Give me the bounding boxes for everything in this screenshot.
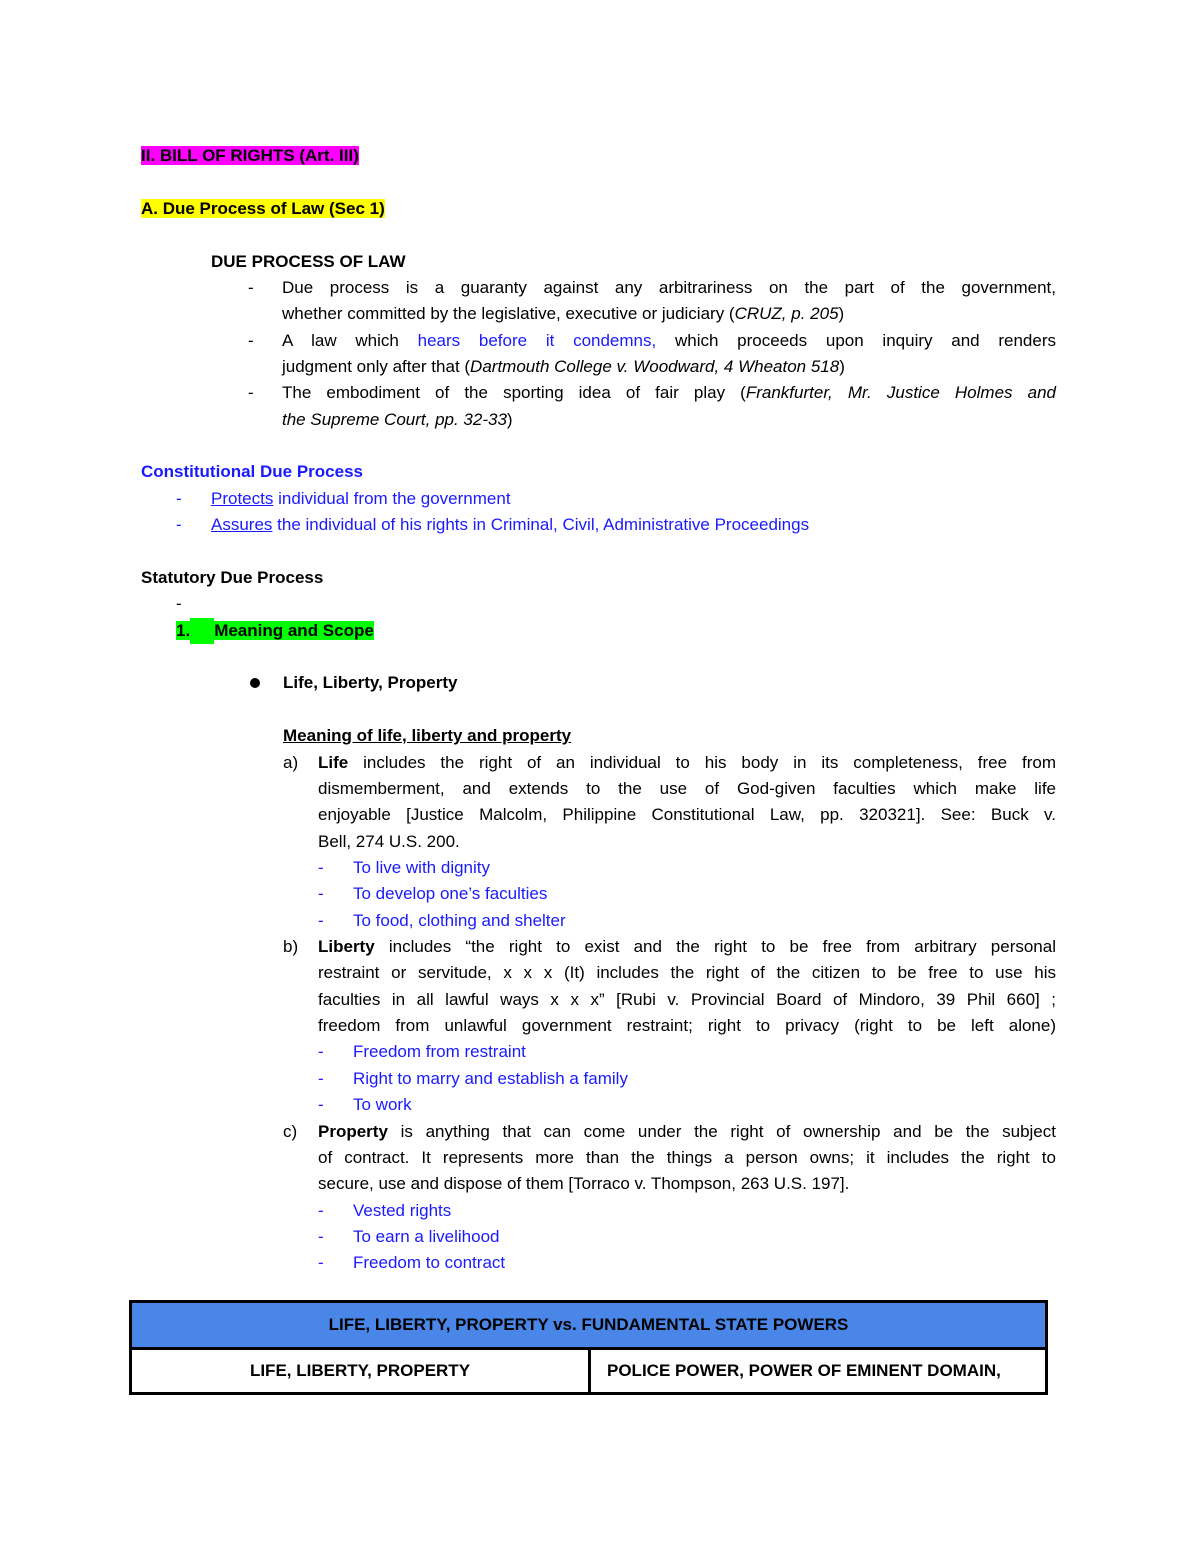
table-cell-state-powers: POLICE POWER, POWER OF EMINENT DOMAIN, — [590, 1349, 1047, 1394]
property-line2: of contract. It represents more than the things a person owns; it includes the right to — [318, 1148, 1056, 1167]
list-dash: - — [176, 489, 182, 508]
heading-bill-of-rights: II. BILL OF RIGHTS (Art. III) — [141, 146, 359, 165]
list-marker-c: c) — [283, 1122, 298, 1141]
liberty-line2: restraint or servitude, x x x (It) includes the right of the citizen to be free to use his — [318, 963, 1056, 982]
bullet-life-liberty-property: Life, Liberty, Property — [283, 673, 458, 692]
life-sub-3: To food, clothing and shelter — [353, 911, 566, 930]
list-dash: - — [176, 515, 182, 534]
sub-dash: - — [318, 911, 324, 930]
dpl-item2-line1: A law which hears before it condemns, which proceeds upon inquiry and renders — [282, 331, 1056, 350]
list-dash: - — [248, 383, 254, 402]
life-line1: Life includes the right of an individual to his body in its completeness, free from — [318, 753, 1056, 772]
liberty-line1: Liberty includes “the right to exist and the right to be free from arbitrary personal — [318, 937, 1056, 956]
life-sub-1: To live with dignity — [353, 858, 491, 877]
heading-due-process: A. Due Process of Law (Sec 1) — [141, 199, 385, 218]
comparison-table — [129, 1300, 1048, 1395]
list-marker-a: a) — [283, 753, 299, 772]
sub-dash: - — [318, 1201, 324, 1220]
life-line4: Bell, 274 U.S. 200. — [318, 832, 460, 851]
constitutional-item2: Assures the individual of his rights in Criminal, Civil, Administrative Proceedings — [211, 515, 810, 534]
sub-dash: - — [318, 1253, 324, 1272]
liberty-sub-3: To work — [353, 1095, 412, 1114]
sub-dash: - — [318, 884, 324, 903]
list-marker-b: b) — [283, 937, 299, 956]
dpl-item3-line1: The embodiment of the sporting idea of fair play (Frankfurter, Mr. Justice Holmes and — [282, 383, 1056, 402]
table-cell-life-liberty-property: LIFE, LIBERTY, PROPERTY — [131, 1349, 590, 1394]
section-title-due-process-of-law: DUE PROCESS OF LAW — [211, 252, 406, 271]
sub-dash: - — [318, 1069, 324, 1088]
sub-dash: - — [318, 1227, 324, 1246]
subheading-meaning: Meaning of life, liberty and property — [283, 726, 572, 745]
list-dash: - — [248, 331, 254, 350]
property-line1: Property is anything that can come under the right of ownership and be the subject — [318, 1122, 1056, 1141]
dpl-item1-line1: Due process is a guaranty against any arbitrariness on the part of the government, — [282, 278, 1056, 297]
property-sub-2: To earn a livelihood — [353, 1227, 500, 1246]
liberty-line3: faculties in all lawful ways x x x” [Rubi v. Provincial Board of Mindoro, 39 Phil 660] ; — [318, 990, 1056, 1009]
liberty-line4: freedom from unlawful government restraint; right to privacy (right to be left alone) — [318, 1016, 1056, 1035]
bullet-icon — [250, 678, 260, 688]
life-line2: dismemberment, and extends to the use of God-given faculties which make life — [318, 779, 1056, 798]
dpl-item1-line2: whether committed by the legislative, executive or judiciary (CRUZ, p. 205) — [282, 304, 845, 323]
table-header-cell: LIFE, LIBERTY, PROPERTY vs. FUNDAMENTAL STATE POWERS — [131, 1302, 1047, 1349]
sub-dash: - — [318, 1095, 324, 1114]
dpl-item3-line2: the Supreme Court, pp. 32-33) — [282, 410, 513, 429]
table-row — [131, 1349, 1047, 1394]
dpl-item2-line2: judgment only after that (Dartmouth College v. Woodward, 4 Wheaton 518) — [282, 357, 845, 376]
property-sub-1: Vested rights — [353, 1201, 452, 1220]
sub-dash: - — [318, 858, 324, 877]
section-title-statutory: Statutory Due Process — [141, 568, 324, 587]
heading-meaning-and-scope: 1. Meaning and Scope — [176, 618, 374, 644]
constitutional-item1: Protects individual from the government — [211, 489, 511, 508]
life-line3: enjoyable [Justice Malcolm, Philippine Constitutional Law, pp. 320321]. See: Buck v. — [318, 805, 1056, 824]
property-sub-3: Freedom to contract — [353, 1253, 506, 1272]
life-sub-2: To develop one’s faculties — [353, 884, 548, 903]
table-header-row — [131, 1302, 1047, 1349]
liberty-sub-1: Freedom from restraint — [353, 1042, 526, 1061]
list-dash: - — [248, 278, 254, 297]
sub-dash: - — [318, 1042, 324, 1061]
list-dash: - — [176, 594, 182, 613]
property-line3: secure, use and dispose of them [Torraco v. Thompson, 263 U.S. 197]. — [318, 1174, 850, 1193]
liberty-sub-2: Right to marry and establish a family — [353, 1069, 628, 1088]
section-title-constitutional: Constitutional Due Process — [141, 462, 363, 481]
